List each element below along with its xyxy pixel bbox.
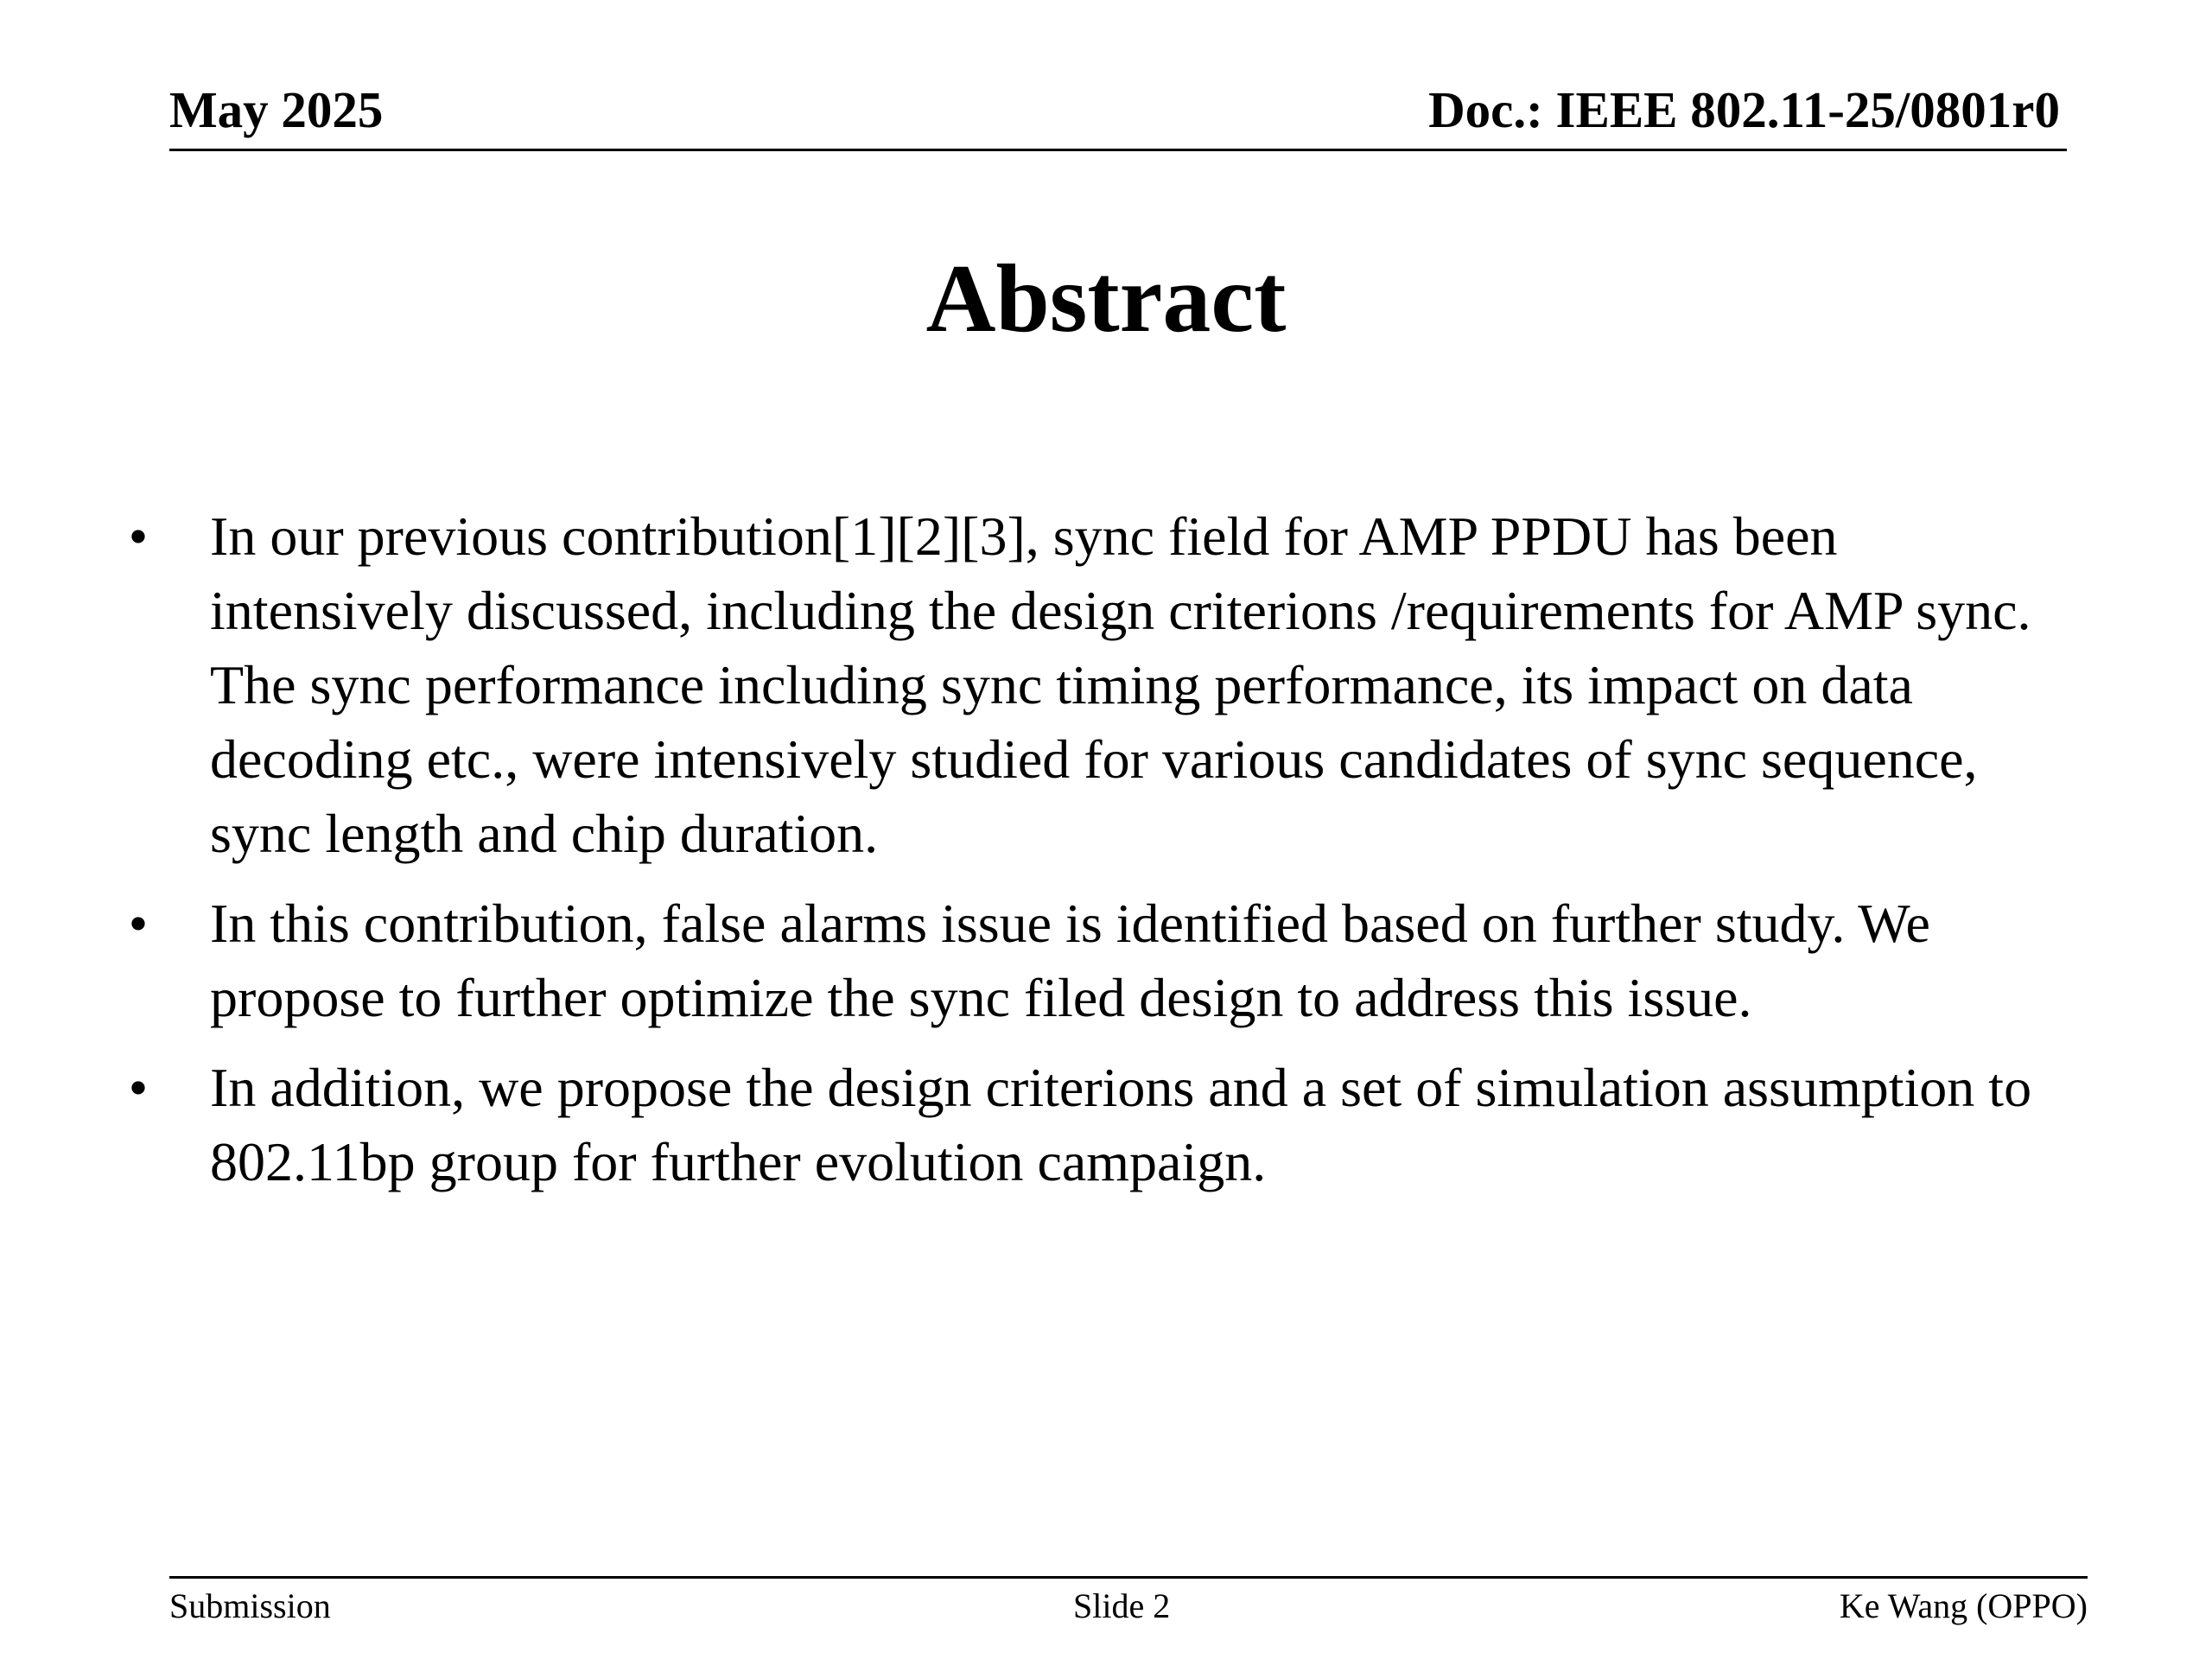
- bullet-item: [121, 1051, 2074, 1199]
- header-doc-id: Doc.: IEEE 802.11-25/0801r0: [1428, 81, 2060, 138]
- slide-footer: [169, 1576, 2088, 1630]
- bullet-text: In our previous contribution[1][2][3], sync field for AMP PPDU has been intensively discussed, including the design criterions /requirements for AMP sync. The sync performance including sync timing performance, its impact on data decoding etc., were intensively studied for various candidates of sync sequence, sync length and chip duration.: [210, 505, 2031, 864]
- header-date: May 2025: [169, 81, 384, 138]
- slide-title: Abstract: [925, 245, 1287, 353]
- bullet-icon: •: [128, 505, 149, 567]
- footer-slide-number: Slide 2: [1073, 1586, 1171, 1625]
- bullet-text: In this contribution, false alarms issue is identified based on further study. We propose to further optimize the sync filed design to address this issue.: [210, 893, 1930, 1028]
- bullet-icon: •: [128, 893, 149, 954]
- footer-submission: Submission: [169, 1586, 331, 1625]
- bullet-item: [121, 887, 2074, 1035]
- slide-header: [169, 81, 2067, 151]
- bullet-item: [121, 499, 2074, 871]
- bullet-icon: •: [128, 1057, 149, 1118]
- bullet-list: [121, 499, 2074, 1215]
- footer-author: Ke Wang (OPPO): [1839, 1586, 2088, 1625]
- bullet-text: In addition, we propose the design criterions and a set of simulation assumption to 802.11bp group for further evolution campaign.: [210, 1057, 2032, 1192]
